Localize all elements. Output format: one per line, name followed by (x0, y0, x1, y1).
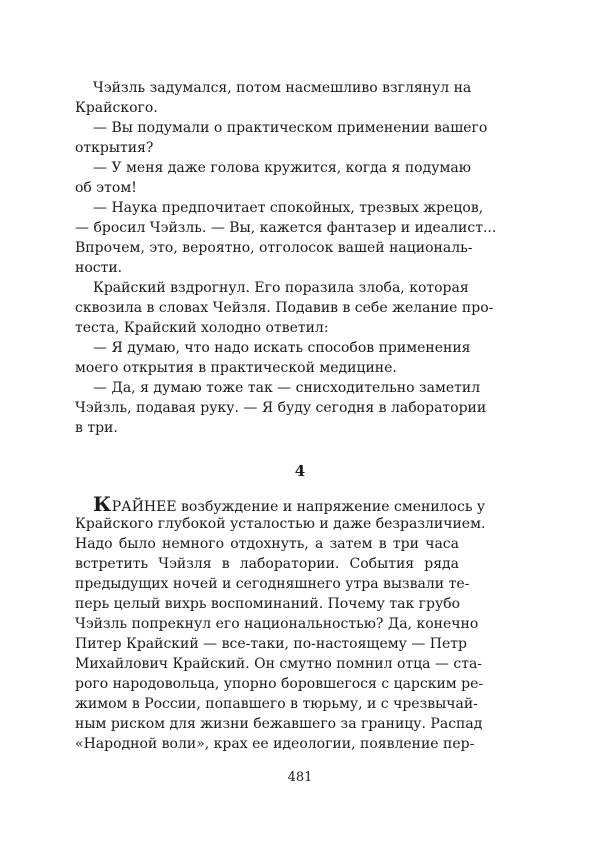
page-number: 481 (287, 770, 313, 785)
text-line: об этом! (75, 180, 137, 196)
text-line: Чэйзль попрекнул его национальностью? Да, конечно (75, 616, 479, 632)
text-line: Впрочем, это, вероятно, отголосок вашей националь- (75, 240, 473, 256)
text-line: — бросил Чэйзль. — Вы, кажется фантазер и идеалист... (75, 220, 497, 236)
text-line: Чэйзль, подавая руку. — Я буду сегодня в лаборатории (75, 400, 487, 416)
text-line: — У меня даже голова кружится, когда я подумаю (93, 160, 471, 176)
text-line: ным риском для жизни бежавшего за границу. Распад (75, 716, 483, 732)
text-line: Михайлович Крайский. Он смутно помнил отца — ста- (75, 656, 483, 672)
text-line: теста, Крайский холодно ответил: (75, 320, 329, 336)
dialogue-section (75, 78, 497, 438)
text-line: предыдущих ночей и сегодняшнего утра вызвали те- (75, 576, 470, 592)
text-line: Крайского глубокой усталостью и даже безразличием. (75, 516, 486, 532)
text-line: сквозила в словах Чейзля. Подавив в себе желание про- (75, 300, 494, 316)
text-line: — Вы подумали о практическом применении вашего (93, 120, 488, 136)
text-line: — Наука предпочитает спокойных, трезвых жрецов, (93, 200, 484, 216)
text-line: рого народовольца, упорно боровшегося с царским ре- (75, 676, 484, 692)
text-line: — Да, я думаю тоже так — снисходительно заметил (93, 380, 481, 396)
text-line: открытия? (75, 140, 154, 156)
text-line: перь целый вихрь воспоминаний. Почему так грубо (75, 596, 461, 612)
text-line: жимом в России, попавшего в тюрьму, и с чрезвычай- (75, 696, 478, 712)
text-line: ности. (75, 260, 123, 276)
text-line-first (75, 492, 486, 516)
chapter-body (75, 492, 486, 754)
first-line-rest: РАЙНЕЕ возбуждение и напряжение сменилось у (111, 499, 486, 515)
drop-cap: К (93, 492, 112, 516)
text-line: встретить Чэйзля в лаборатории. События ряда (75, 556, 459, 572)
chapter-number: 4 (294, 462, 306, 480)
text-line: — Я думаю, что надо искать способов применения (93, 340, 471, 356)
text-line: Надо было немного отдохнуть, а затем в три часа (75, 536, 459, 552)
text-line: в три. (75, 420, 118, 436)
text-line: Крайский вздрогнул. Его поразила злоба, которая (93, 280, 469, 296)
text-line: «Народной воли», крах ее идеологии, появление пер- (75, 736, 475, 752)
text-line: моего открытия в практической медицине. (75, 360, 397, 376)
text-line: Крайского. (75, 100, 158, 116)
text-line: Питер Крайский — все-таки, по-настоящему — Петр (75, 636, 467, 652)
text-line: Чэйзль задумался, потом насмешливо взглянул на (93, 80, 472, 96)
